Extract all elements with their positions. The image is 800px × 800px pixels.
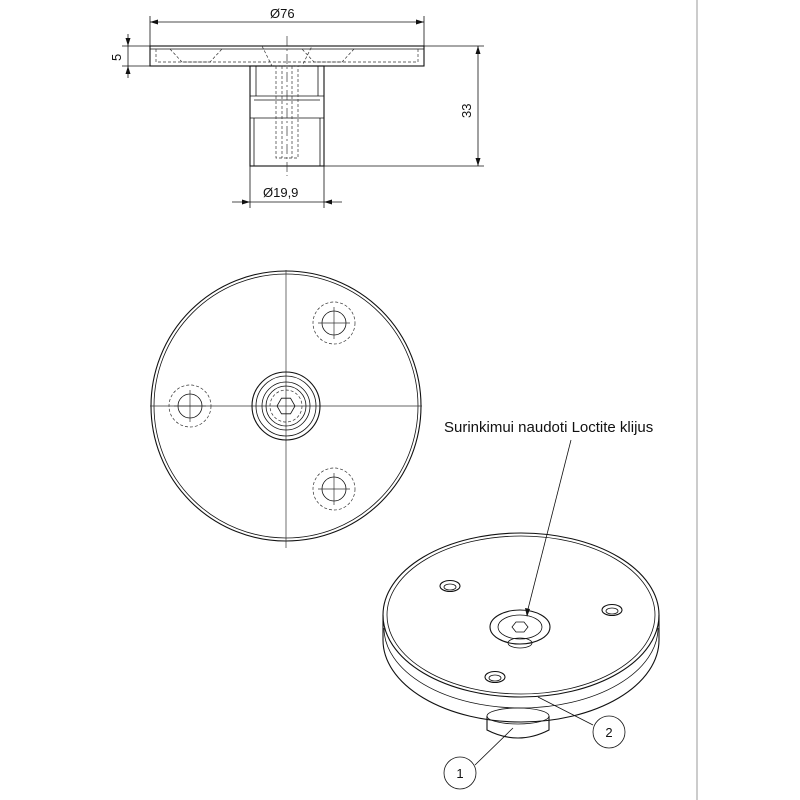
isometric-view xyxy=(383,533,659,738)
note-leader xyxy=(527,440,571,613)
callout-2 xyxy=(538,697,625,748)
top-view xyxy=(150,270,422,548)
svg-text:2: 2 xyxy=(605,725,613,740)
dim-diameter-stud: Ø19,9 xyxy=(263,185,299,200)
dim-height-plate: 5 xyxy=(109,53,124,61)
dim-diameter-top: Ø76 xyxy=(270,6,295,21)
side-view xyxy=(109,6,484,208)
hole-bottom-right xyxy=(313,468,355,510)
svg-text:1: 1 xyxy=(456,766,464,781)
dim-height-total: 33 xyxy=(459,103,474,118)
hole-top-right xyxy=(313,302,355,344)
hole-left xyxy=(169,385,211,427)
callout-1 xyxy=(444,728,513,789)
assembly-note: Surinkimui naudoti Loctite klijus xyxy=(444,419,654,436)
